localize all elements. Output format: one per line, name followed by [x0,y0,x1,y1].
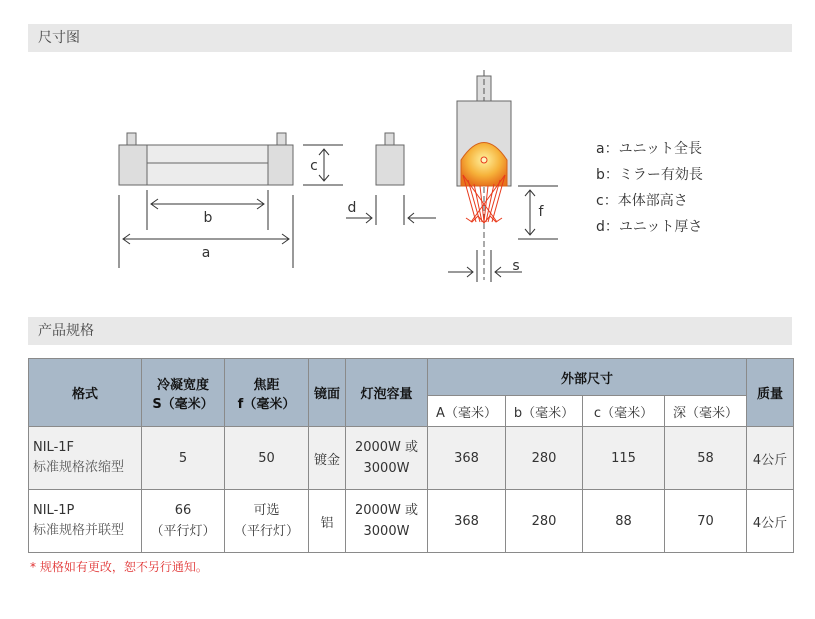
model-type: 标准规格浓缩型 [33,460,125,475]
legend-c: c：本体部高さ [596,193,688,209]
cell-A: 368 [428,490,506,553]
label-s: s [512,258,520,274]
cell-width: 5 [142,427,225,490]
header-mass: 质量 [747,359,794,427]
cell-mass: 4公斤 [747,427,794,490]
subheader-depth: 深（毫米） [665,396,747,427]
header-model: 格式 [29,359,142,427]
subheader-c: c（毫米） [583,396,665,427]
cell-c: 115 [583,427,665,490]
model-code: NIL-1F [33,440,75,455]
label-c: c [310,158,318,174]
specs-section-title: 产品规格 [28,317,792,345]
mirror-window [147,145,268,163]
dimension-s [448,250,522,282]
dimension-d [346,195,436,225]
header-focal: 焦距 f（毫米） [225,359,309,427]
cell-bulb: 2000W 或 3000W [346,490,428,553]
dimensions-section-title: 尺寸图 [28,24,792,52]
header-mirror: 镜面 [309,359,346,427]
label-a: a [201,245,211,261]
header-width: 冷凝宽度 S（毫米） [142,359,225,427]
cell-b: 280 [506,490,583,553]
side-view [376,133,404,185]
cell-width: 66 （平行灯） [142,490,225,553]
cell-b: 280 [506,427,583,490]
spec-change-note: * 规格如有更改，恕不另行通知。 [30,560,208,574]
label-b: b [203,210,213,226]
cell-mirror: 铝 [309,490,346,553]
cell-focal: 可选 （平行灯） [225,490,309,553]
label-d: d [347,200,357,216]
subheader-b: b（毫米） [506,396,583,427]
dimension-c [303,145,343,185]
legend-a: a：ユニット全長 [596,141,703,157]
mirror-window-lower [147,163,268,185]
cell-A: 368 [428,427,506,490]
cell-c: 88 [583,490,665,553]
cell-depth: 70 [665,490,747,553]
cell-bulb: 2000W 或 3000W [346,427,428,490]
cell-model [29,490,142,553]
cell-mass: 4公斤 [747,490,794,553]
cell-mirror: 镀金 [309,427,346,490]
cross-section-view [457,70,511,280]
front-view [119,133,293,185]
subheader-A: A（毫米） [428,396,506,427]
model-type: 标准规格并联型 [33,523,125,538]
header-bulb: 灯泡容量 [346,359,428,427]
legend-b: b：ミラー有効長 [596,167,703,183]
left-pin [127,133,136,145]
right-pin [277,133,286,145]
legend-d: d：ユニット厚さ [596,219,703,235]
model-code: NIL-1P [33,503,75,518]
header-outer-dimensions: 外部尺寸 [428,359,747,396]
table-row [29,490,794,553]
table-row [29,427,794,490]
cell-focal: 50 [225,427,309,490]
cell-depth: 58 [665,427,747,490]
cell-model [29,427,142,490]
label-f: f [538,204,544,220]
spec-table [28,358,794,553]
